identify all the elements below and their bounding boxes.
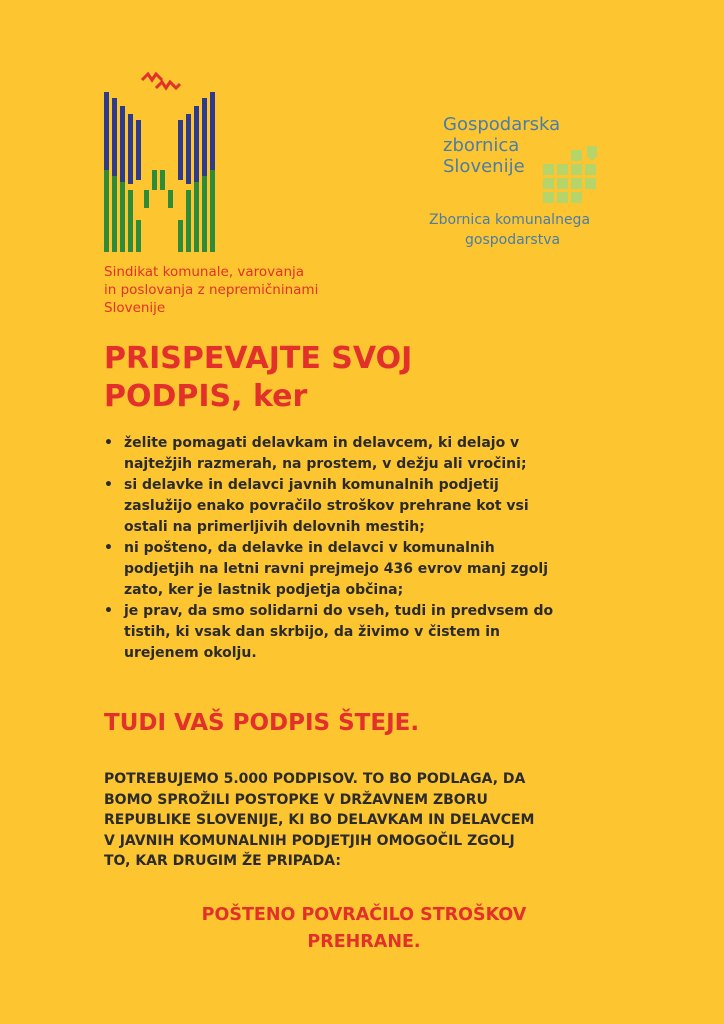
bullet-icon: • xyxy=(104,540,113,556)
reasons-list xyxy=(102,433,642,664)
union-name-line: Sindikat komunale, varovanja xyxy=(104,264,305,280)
chamber-name-line: zbornica xyxy=(443,135,520,156)
headline-line: PRISPEVAJTE SVOJ xyxy=(104,341,413,376)
union-name-line: Slovenije xyxy=(104,300,166,316)
body-line: POTREBUJEMO 5.000 PODPISOV. TO BO PODLAGA, DA xyxy=(104,771,526,787)
union-name-line: in poslovanja z nepremičninami xyxy=(104,282,319,298)
chamber-name-line: Slovenije xyxy=(443,156,525,177)
body-line: V JAVNIH KOMUNALNIH PODJETJIH OMOGOČIL ZGOLJ xyxy=(104,832,515,849)
union-name xyxy=(104,263,364,317)
list-item-line: zaslužijo enako povračilo stroškov prehrane kot vsi xyxy=(124,498,529,514)
list-item-line: ni pošteno, da delavke in delavci v komunalnih xyxy=(124,540,495,556)
chamber-sub-line: Zbornica komunalnega xyxy=(429,212,591,228)
list-item xyxy=(102,475,642,538)
list-item-line: podjetjih na letni ravni prejmejo 436 evrov manj zgolj xyxy=(124,561,549,577)
headline-line: PODPIS, ker xyxy=(104,379,308,414)
closing-line: POŠTENO POVRAČILO STROŠKOV xyxy=(201,905,527,925)
closing-statement xyxy=(104,902,624,956)
closing-line: PREHRANE. xyxy=(307,932,421,952)
sub-headline: TUDI VAŠ PODPIS ŠTEJE. xyxy=(104,710,420,736)
list-item xyxy=(102,433,642,475)
list-item xyxy=(102,538,642,601)
bullet-icon: • xyxy=(104,603,113,619)
bullet-icon: • xyxy=(104,477,113,493)
bullet-icon: • xyxy=(104,435,113,451)
chamber-logo xyxy=(429,114,635,264)
chamber-sub-line: gospodarstva xyxy=(465,232,561,248)
body-line: BOMO SPROŽILI POSTOPKE V DRŽAVNEM ZBORU xyxy=(104,791,488,808)
body-paragraph xyxy=(104,769,644,872)
list-item-line: tistih, ki vsak dan skrbijo, da živimo v čistem in xyxy=(124,624,500,640)
list-item-line: ostali na primerljivih delovnih mestih; xyxy=(124,519,425,535)
list-item-line: želite pomagati delavkam in delavcem, ki delajo v xyxy=(124,435,520,451)
body-line: TO, KAR DRUGIM ŽE PRIPADA: xyxy=(104,853,341,869)
chamber-name-line: Gospodarska xyxy=(443,114,561,135)
list-item-line: najtežjih razmerah, na prostem, v dežju ali vročini; xyxy=(124,456,527,472)
headline xyxy=(104,340,624,416)
list-item-line: zato, ker je lastnik podjetja občina; xyxy=(124,582,404,598)
list-item-line: je prav, da smo solidarni do vseh, tudi in predvsem do xyxy=(124,603,554,619)
list-item xyxy=(102,601,642,664)
body-line: REPUBLIKE SLOVENIJE, KI BO DELAVKAM IN DELAVCEM xyxy=(104,812,535,828)
list-item-line: urejenem okolju. xyxy=(124,645,257,661)
list-item-line: si delavke in delavci javnih komunalnih podjetij xyxy=(124,477,499,493)
green-grid-logo-icon xyxy=(537,142,601,206)
union-bars-logo-icon xyxy=(102,70,222,260)
